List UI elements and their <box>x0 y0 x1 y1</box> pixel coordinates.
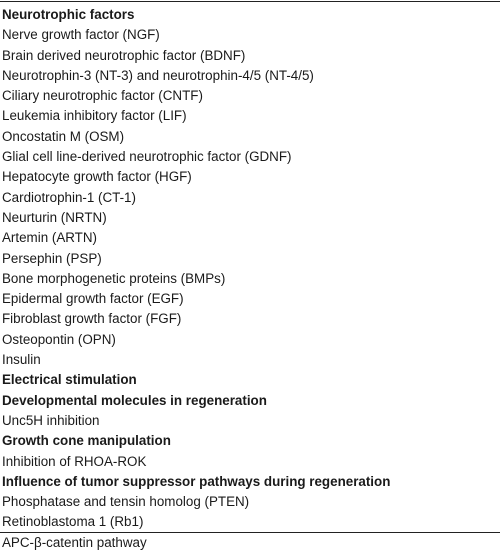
table-row: Ciliary neurotrophic factor (CNTF) <box>2 88 203 104</box>
section-heading: Neurotrophic factors <box>2 7 135 22</box>
section-heading: Influence of tumor suppressor pathways during regeneration <box>2 473 391 489</box>
table-row: Brain derived neurotrophic factor (BDNF) <box>2 47 246 63</box>
table-row: Leukemia inhibitory factor (LIF) <box>2 108 187 124</box>
table-row: Artemin (ARTN) <box>2 230 97 246</box>
table-row: Insulin <box>2 352 41 368</box>
section-heading: Growth cone manipulation <box>2 433 171 449</box>
table-row: Epidermal growth factor (EGF) <box>2 291 184 307</box>
section-heading: Developmental molecules in regeneration <box>2 392 267 408</box>
table-row: Oncostatin M (OSM) <box>2 128 125 144</box>
table-row: Fibroblast growth factor (FGF) <box>2 311 182 327</box>
table-row: Unc5H inhibition <box>2 412 100 428</box>
table-row: Retinoblastoma 1 (Rb1) <box>2 514 144 530</box>
table-row: Glial cell line-derived neurotrophic factor (GDNF) <box>2 149 292 165</box>
section-heading: Electrical stimulation <box>2 372 137 388</box>
table-bottom-rule <box>0 532 500 533</box>
table-row: Persephin (PSP) <box>2 250 102 266</box>
table-body <box>0 5 500 553</box>
table-row: Inhibition of RHOA-ROK <box>2 453 147 469</box>
table-row: Bone morphogenetic proteins (BMPs) <box>2 270 226 286</box>
table-row: APC-β-catentin pathway <box>2 534 147 550</box>
table-row: Nerve growth factor (NGF) <box>2 27 160 43</box>
table-row: Hepatocyte growth factor (HGF) <box>2 169 192 185</box>
table-row: Osteopontin (OPN) <box>2 331 116 347</box>
table-row: Cardiotrophin-1 (CT-1) <box>2 189 136 205</box>
table-row: Neurotrophin-3 (NT-3) and neurotrophin-4/5 (NT-4/5) <box>2 67 314 83</box>
table-row: Neurturin (NRTN) <box>2 209 107 225</box>
table-row: Phosphatase and tensin homolog (PTEN) <box>2 494 250 510</box>
table-top-rule <box>0 1 500 2</box>
